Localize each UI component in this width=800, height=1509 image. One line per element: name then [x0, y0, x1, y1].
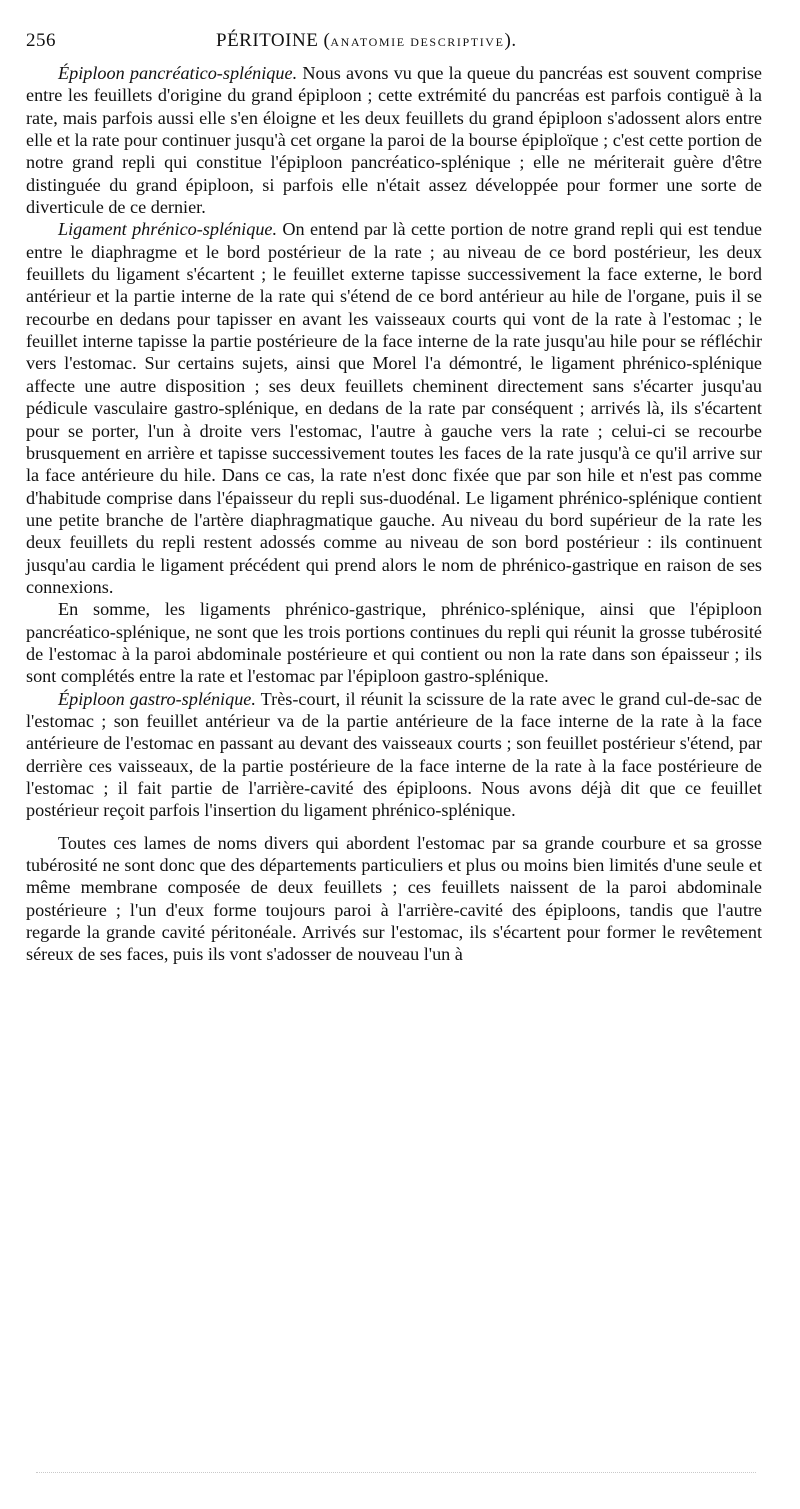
paragraph-en-somme [26, 598, 762, 687]
paragraph-epiploon-pancreatico-splenique [26, 62, 762, 218]
body-text [26, 62, 762, 966]
paragraph-text: Très-court, il réunit la scissure de la rate avec le grand cul-de-sac de l'estomac ; son feuillet antérieur va de la partie antérieure de la face interne de la rate à la face antérieure de l'estomac en passant au devant des vaisseaux courts ; son feuillet postérieur s'étend, par derrière ces vaisseaux, de la partie postérieure de la face interne de la rate à la face postérieure de l'estomac ; il fait partie de l'arrière-cavité des épiploons. Nous avons déjà dit que ce feuillet postérieur reçoit parfois l'insertion du ligament phrénico-splénique. [26, 688, 762, 821]
running-head-main: PÉRITOINE ( [216, 30, 331, 51]
paragraph-text: On entend par là cette portion de notre grand repli qui est tendue entre le diaphragme et le bord postérieur de la rate ; au niveau de ce bord postérieur, les deux feuillets du ligament s'écartent ; le feuillet externe tapisse successivement la face externe, le bord antérieur et la partie interne de la rate qui s'étend de ce bord antérieur au hile de l'organe, puis il se recourbe en dedans pour tapisser en avant les vaisseaux courts qui vont de la rate à l'estomac ; le feuillet interne tapisse la partie postérieure de la face interne de la rate jusqu'au hile pour se réfléchir vers l'estomac. Sur certains sujets, ainsi que Morel l'a démontré, le ligament phrénico-splénique affecte une autre disposition ; ses deux feuillets cheminent directement sans s'écarter jusqu'au pédicule vasculaire gastro-splénique, en dedans de la rate par conséquent ; arrivés là, ils s'écartent pour se porter, l'un à droite vers l'estomac, l'autre à gauche vers la rate ; celui-ci se recourbe brusquement en arrière et tapisse successivement toutes les faces de la rate jusqu'à ce qu'il arrive sur la face antérieure du hile. Dans ce cas, la rate n'est donc fixée que par son hile et n'est pas comme d'habitude comprise dans l'épaisseur du repli sus-duodénal. Le ligament phrénico-splénique contient une petite branche de l'artère diaphragmatique gauche. Au niveau du bord supérieur de la rate les deux feuillets du repli restent adossés comme au niveau de son bord postérieur : ils continuent jusqu'au cardia le ligament précédent qui prend alors le nom de phrénico-gastrique en raison de ses connexions. [26, 219, 762, 597]
paragraph-lead: Épiploon gastro-splénique. [58, 688, 256, 709]
paragraph-toutes-ces-lames [26, 832, 762, 966]
paragraph-text: Nous avons vu que la queue du pancréas est souvent comprise entre les feuillets d'origine du grand épiploon ; cette extrémité du pancréas est parfois contiguë à la rate, mais parfois aussi elle s'en éloigne et les deux feuillets du grand épiploon s'adossent alors entre elle et la rate pour continuer jusqu'à cet organe la paroi de la bourse épiploïque ; c'est cette portion de notre grand repli qui constitue l'épiploon pancréatico-splénique ; elle ne mériterait guère d'être distinguée du grand épiploon, si parfois elle n'était assez développée pour former une sorte de diverticule de ce dernier. [26, 63, 762, 218]
footer-dotted-rule [36, 1472, 756, 1473]
paragraph-lead: Ligament phrénico-splénique. [58, 219, 278, 240]
page-number: 256 [26, 30, 56, 51]
paragraph-text: Toutes ces lames de noms divers qui abordent l'estomac par sa grande courbure et sa grosse tubérosité ne sont donc que des départements particuliers et plus ou moins bien limités d'une seule et même membrane composée de deux feuillets ; ces feuillets naissent de la paroi abdominale postérieure ; l'un d'eux forme toujours paroi à l'arrière-cavité des épiploons, tandis que l'autre regarde la grande cavité péritonéale. Arrivés sur l'estomac, ils s'écartent pour former le revêtement séreux de ses faces, puis ils vont s'adosser de nouveau l'un à [26, 832, 762, 965]
paragraph-ligament-phrenico-splenique [26, 218, 762, 598]
paragraph-text: En somme, les ligaments phrénico-gastrique, phrénico-splénique, ainsi que l'épiploon pancréatico-splénique, ne sont que les trois portions continues du repli qui réunit la grosse tubérosité de l'estomac à la paroi abdominale postérieure et qui contient ou non la rate dans son épaisseur ; ils sont complétés entre la rate et l'estomac par l'épiploon gastro-splénique. [26, 599, 762, 687]
paragraph-epiploon-gastro-splenique [26, 688, 762, 822]
running-head-end: ). [504, 30, 517, 51]
running-head-subtitle: ANATOMIE DESCRIPTIVE [330, 35, 505, 49]
running-head [216, 30, 517, 52]
paragraph-lead: Épiploon pancréatico-splénique. [58, 63, 298, 83]
page-header [26, 30, 770, 58]
